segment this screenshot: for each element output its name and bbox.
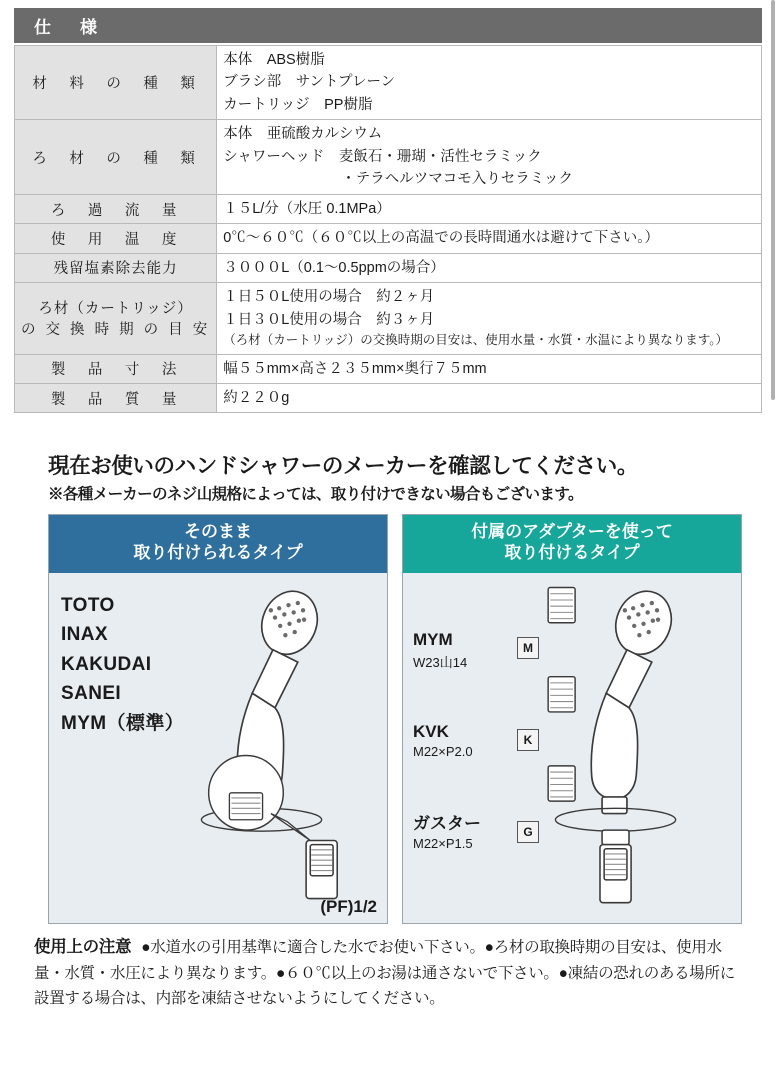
card-header-line1: そのまま — [184, 522, 252, 542]
spec-label: 材 料 の 種 類 — [15, 46, 217, 120]
spec-value — [217, 253, 762, 282]
compatibility-cards — [14, 514, 762, 923]
table-row — [15, 224, 762, 253]
adapter-spec: W23山14 — [413, 654, 468, 670]
spec-value-line: ブラシ部 サントプレーン — [223, 74, 396, 91]
caution-section — [0, 924, 776, 1011]
card-direct-fit-body — [49, 573, 387, 923]
showerhead-adapter-illustration — [403, 573, 741, 936]
caution-heading: 使用上の注意 — [34, 937, 132, 956]
compatibility-section — [0, 449, 776, 923]
spec-label: ろ 過 流 量 — [15, 194, 217, 223]
spec-value — [217, 283, 762, 354]
spec-value-line: １日５０L使用の場合 約２ヶ月 — [223, 289, 435, 306]
table-row — [15, 283, 762, 354]
spec-value — [217, 384, 762, 413]
showerhead-illustration — [49, 573, 387, 936]
spec-value-line: １５L/分（水圧 0.1MPa） — [223, 200, 391, 217]
spec-value-line: １日３０L使用の場合 約３ヶ月 — [223, 311, 435, 328]
list-item: INAX — [61, 624, 108, 646]
list-item: MYM（標準） — [61, 712, 185, 734]
page-scrollbar[interactable] — [771, 0, 775, 400]
card-direct-fit-header — [49, 515, 387, 572]
card-adapter-fit-header — [403, 515, 741, 572]
spec-value-line: シャワーヘッド 麦飯石・珊瑚・活性セラミック — [223, 148, 542, 165]
section-spacer — [0, 413, 776, 443]
list-item: TOTO — [61, 594, 115, 616]
table-row — [15, 253, 762, 282]
card-adapter-fit — [402, 514, 742, 923]
spec-label-sub: の 交 換 時 期 の 目 安 — [21, 322, 211, 339]
spec-section — [0, 0, 776, 413]
spec-value-line: 0℃～６０℃（６０℃以上の高温での長時間通水は避けて下さい。） — [223, 230, 660, 247]
spec-value — [217, 354, 762, 383]
spec-table — [14, 45, 762, 413]
card-header-line1: 付属のアダプターを使って — [471, 522, 673, 542]
list-item: SANEI — [61, 683, 122, 705]
spec-value-line: 本体 ABS樹脂 — [223, 52, 325, 68]
spec-label: 使 用 温 度 — [15, 224, 217, 253]
card-direct-fit — [48, 514, 388, 923]
spec-label-main: ろ材（カートリッジ） — [38, 301, 193, 318]
compatibility-heading: 現在お使いのハンドシャワーのメーカーを確認してください。 — [48, 454, 638, 479]
thread-standard-label: (PF)1/2 — [320, 896, 377, 916]
compatibility-note: ※各種メーカーのネジ山規格によっては、取り付けできない場合もございます。 — [48, 486, 583, 504]
table-row — [15, 384, 762, 413]
card-header-line2: 取り付けられるタイプ — [133, 543, 303, 563]
adapter-name: ガスター — [413, 813, 481, 833]
spec-value-line: 幅５５mm×高さ２３５mm×奥行７５mm — [223, 360, 487, 377]
adapter-mark: M — [517, 637, 539, 659]
spec-value-line: 本体 亜硫酸カルシウム — [223, 126, 383, 143]
spec-label: 製 品 質 量 — [15, 384, 217, 413]
adapter-mark: K — [517, 729, 539, 751]
spec-value-line: ３０００L（0.1～0.5ppmの場合） — [223, 259, 445, 276]
spec-value-line: 約２２０g — [223, 390, 290, 406]
adapter-name: KVK — [413, 721, 449, 741]
spec-value — [217, 120, 762, 194]
card-header-line2: 取り付けるタイプ — [504, 543, 640, 563]
adapter-spec: M22×P2.0 — [413, 743, 473, 759]
spec-label: 残留塩素除去能力 — [15, 253, 217, 282]
table-row — [15, 120, 762, 194]
spec-value — [217, 46, 762, 120]
adapter-name: MYM — [413, 629, 453, 649]
spec-value-line: カートリッジ PP樹脂 — [223, 96, 373, 113]
caution-body: ●水道水の引用基準に適合した水でお使い下さい。●ろ材の取換時期の目安は、使用水量・水質・水圧により異なります。●６０℃以上のお湯は通さないで下さい。●凍結の恐れのある場所に設置する場合は、内部を凍結させないようにしてください。 — [34, 938, 735, 1007]
spec-section-title: 仕 様 — [14, 8, 762, 43]
table-row — [15, 354, 762, 383]
table-row — [15, 46, 762, 120]
card-adapter-fit-body — [403, 573, 741, 923]
spec-label: 製 品 寸 法 — [15, 354, 217, 383]
adapter-spec: M22×P1.5 — [413, 835, 473, 851]
list-item: KAKUDAI — [61, 653, 152, 675]
spec-value-line: ・テラヘルツマコモ入りセラミック — [341, 171, 573, 188]
adapter-mark: G — [517, 821, 539, 843]
spec-value — [217, 194, 762, 223]
spec-value — [217, 224, 762, 253]
table-row — [15, 194, 762, 223]
spec-value-note: （ろ材（カートリッジ）の交換時期の目安は、使用水量・水質・水温により異なります。） — [223, 333, 728, 348]
spec-label — [15, 283, 217, 354]
spec-label: ろ 材 の 種 類 — [15, 120, 217, 194]
